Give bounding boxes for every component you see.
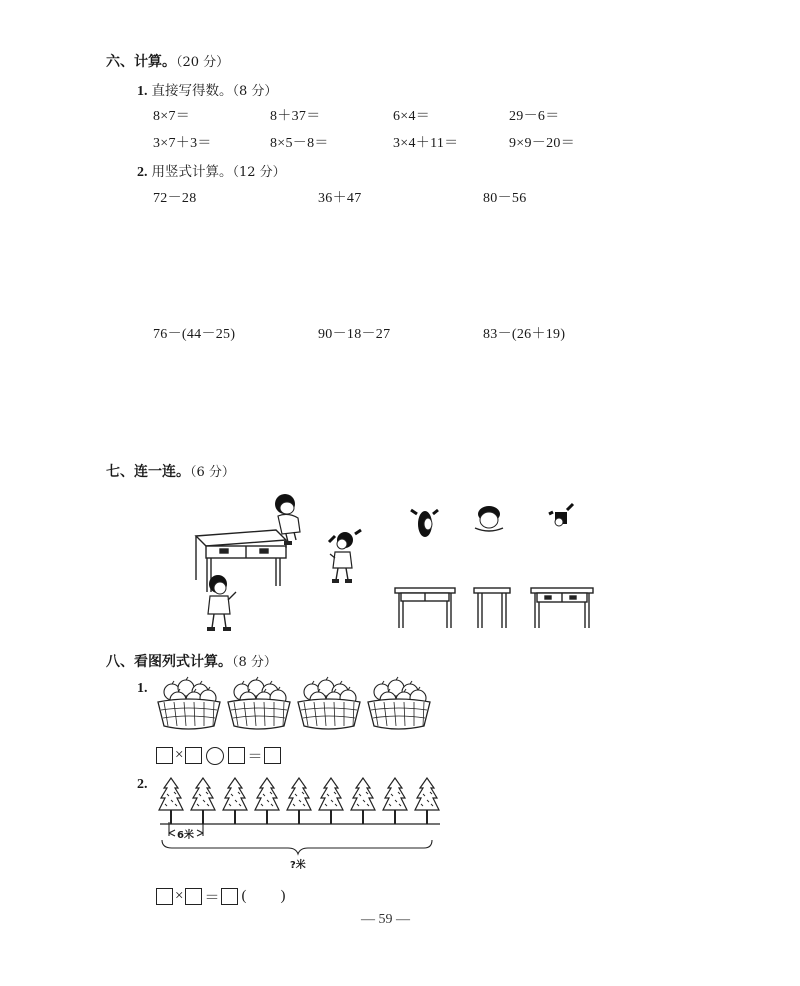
- page-number: — 59 —: [361, 912, 410, 927]
- tree-icon: [415, 778, 439, 824]
- answer-box[interactable]: [156, 747, 173, 764]
- mental-math-item: 6×4＝: [393, 109, 431, 124]
- vertical-calc-item: 80－56: [483, 191, 527, 206]
- mental-math-item: 8＋37＝: [270, 109, 321, 124]
- girl-back-view-icon: [411, 510, 438, 537]
- tree-icon: [383, 778, 407, 824]
- mental-math-item: 9×9－20＝: [509, 136, 575, 151]
- mental-math-item: 3×4＋11＝: [393, 136, 459, 151]
- total-length-label: ?米: [290, 860, 306, 871]
- answer-box[interactable]: [185, 747, 202, 764]
- segment-label: 6米: [177, 826, 194, 841]
- mental-math-item: 3×7＋3＝: [153, 136, 212, 151]
- girl-figure-icon: [207, 575, 236, 631]
- table-back-view-icon: [531, 588, 593, 628]
- section-8-title: 八、看图列式计算。（8 分）: [106, 654, 277, 670]
- part-1-heading: 1. 直接写得数。（8 分）: [137, 83, 278, 99]
- section-7-title: 七、连一连。（6 分）: [106, 464, 235, 480]
- tree-icon: [223, 778, 247, 824]
- table-front-view-icon: [395, 588, 455, 628]
- fruit-baskets: [156, 680, 440, 732]
- answer-box[interactable]: [228, 747, 245, 764]
- view-options: [395, 500, 600, 635]
- tree-icon: [319, 778, 343, 824]
- mental-math-item: 8×7＝: [153, 109, 191, 124]
- boy-front-view-icon: [475, 506, 503, 531]
- answer-box[interactable]: [264, 747, 281, 764]
- answer-box[interactable]: [221, 888, 238, 905]
- operator-circle[interactable]: [206, 747, 224, 765]
- answer-row-1: × ＝: [156, 745, 281, 766]
- vertical-calc-item: 72－28: [153, 191, 197, 206]
- girl-side-view-icon: [549, 504, 573, 526]
- girl-figure-icon: [329, 530, 361, 583]
- part-2-heading: 2. 用竖式计算。（12 分）: [137, 164, 286, 180]
- vertical-calc-item: 36＋47: [318, 191, 362, 206]
- answer-box[interactable]: [156, 888, 173, 905]
- measure-bracket: [160, 822, 440, 856]
- tree-icon: [255, 778, 279, 824]
- section-6-title: 六、计算。（20 分）: [106, 54, 230, 70]
- fruit-basket-icon: [368, 677, 430, 729]
- scene-illustration: [190, 488, 390, 638]
- question-1-number: 1.: [137, 681, 148, 696]
- fruit-basket-icon: [158, 677, 220, 729]
- tree-icon: [287, 778, 311, 824]
- fruit-basket-icon: [298, 677, 360, 729]
- vertical-calc-item: 76－(44－25): [153, 327, 236, 342]
- answer-box[interactable]: [185, 888, 202, 905]
- question-2-number: 2.: [137, 777, 148, 792]
- tree-icon: [191, 778, 215, 824]
- tree-icon: [159, 778, 183, 824]
- tree-icon: [351, 778, 375, 824]
- vertical-calc-item: 83－(26＋19): [483, 327, 566, 342]
- vertical-calc-item: 90－18－27: [318, 327, 391, 342]
- fruit-basket-icon: [228, 677, 290, 729]
- mental-math-item: 29－6＝: [509, 109, 560, 124]
- answer-row-2: × ＝ ( ): [156, 886, 287, 907]
- table-side-view-icon: [474, 588, 510, 628]
- mental-math-item: 8×5－8＝: [270, 136, 329, 151]
